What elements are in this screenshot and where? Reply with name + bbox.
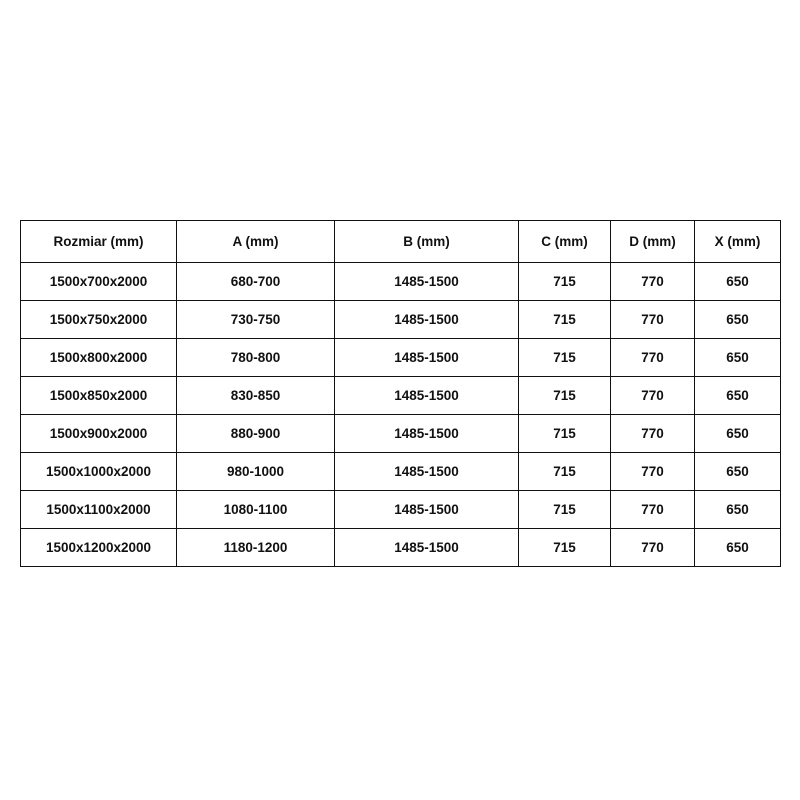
cell-size: 1500x850x2000 bbox=[21, 377, 177, 415]
table-row bbox=[21, 377, 781, 415]
table-row bbox=[21, 415, 781, 453]
cell-b: 1485-1500 bbox=[335, 491, 519, 529]
cell-d: 770 bbox=[611, 339, 695, 377]
column-header-d: D (mm) bbox=[611, 221, 695, 263]
cell-size: 1500x1100x2000 bbox=[21, 491, 177, 529]
cell-c: 715 bbox=[519, 339, 611, 377]
cell-b: 1485-1500 bbox=[335, 453, 519, 491]
table-row bbox=[21, 529, 781, 567]
cell-size: 1500x750x2000 bbox=[21, 301, 177, 339]
cell-size: 1500x1000x2000 bbox=[21, 453, 177, 491]
cell-d: 770 bbox=[611, 263, 695, 301]
cell-size: 1500x700x2000 bbox=[21, 263, 177, 301]
table-row bbox=[21, 453, 781, 491]
cell-d: 770 bbox=[611, 453, 695, 491]
cell-a: 680-700 bbox=[177, 263, 335, 301]
cell-d: 770 bbox=[611, 529, 695, 567]
cell-c: 715 bbox=[519, 415, 611, 453]
cell-b: 1485-1500 bbox=[335, 301, 519, 339]
cell-x: 650 bbox=[695, 339, 781, 377]
spec-table-container bbox=[20, 220, 780, 567]
cell-c: 715 bbox=[519, 301, 611, 339]
cell-size: 1500x800x2000 bbox=[21, 339, 177, 377]
column-header-b: B (mm) bbox=[335, 221, 519, 263]
cell-size: 1500x900x2000 bbox=[21, 415, 177, 453]
cell-a: 880-900 bbox=[177, 415, 335, 453]
column-header-a: A (mm) bbox=[177, 221, 335, 263]
cell-x: 650 bbox=[695, 301, 781, 339]
cell-c: 715 bbox=[519, 377, 611, 415]
cell-c: 715 bbox=[519, 529, 611, 567]
table-row bbox=[21, 339, 781, 377]
cell-b: 1485-1500 bbox=[335, 377, 519, 415]
cell-x: 650 bbox=[695, 491, 781, 529]
dimensions-table bbox=[20, 220, 781, 567]
cell-size: 1500x1200x2000 bbox=[21, 529, 177, 567]
table-header-row bbox=[21, 221, 781, 263]
cell-x: 650 bbox=[695, 263, 781, 301]
cell-c: 715 bbox=[519, 491, 611, 529]
cell-d: 770 bbox=[611, 377, 695, 415]
cell-a: 780-800 bbox=[177, 339, 335, 377]
cell-d: 770 bbox=[611, 301, 695, 339]
column-header-c: C (mm) bbox=[519, 221, 611, 263]
cell-c: 715 bbox=[519, 453, 611, 491]
cell-d: 770 bbox=[611, 415, 695, 453]
cell-b: 1485-1500 bbox=[335, 263, 519, 301]
column-header-x: X (mm) bbox=[695, 221, 781, 263]
cell-b: 1485-1500 bbox=[335, 339, 519, 377]
cell-d: 770 bbox=[611, 491, 695, 529]
cell-b: 1485-1500 bbox=[335, 529, 519, 567]
cell-a: 1080-1100 bbox=[177, 491, 335, 529]
cell-a: 980-1000 bbox=[177, 453, 335, 491]
cell-a: 830-850 bbox=[177, 377, 335, 415]
cell-a: 1180-1200 bbox=[177, 529, 335, 567]
cell-x: 650 bbox=[695, 415, 781, 453]
cell-x: 650 bbox=[695, 377, 781, 415]
cell-a: 730-750 bbox=[177, 301, 335, 339]
cell-x: 650 bbox=[695, 529, 781, 567]
cell-b: 1485-1500 bbox=[335, 415, 519, 453]
table-row bbox=[21, 263, 781, 301]
cell-c: 715 bbox=[519, 263, 611, 301]
table-row bbox=[21, 301, 781, 339]
column-header-size: Rozmiar (mm) bbox=[21, 221, 177, 263]
cell-x: 650 bbox=[695, 453, 781, 491]
table-row bbox=[21, 491, 781, 529]
